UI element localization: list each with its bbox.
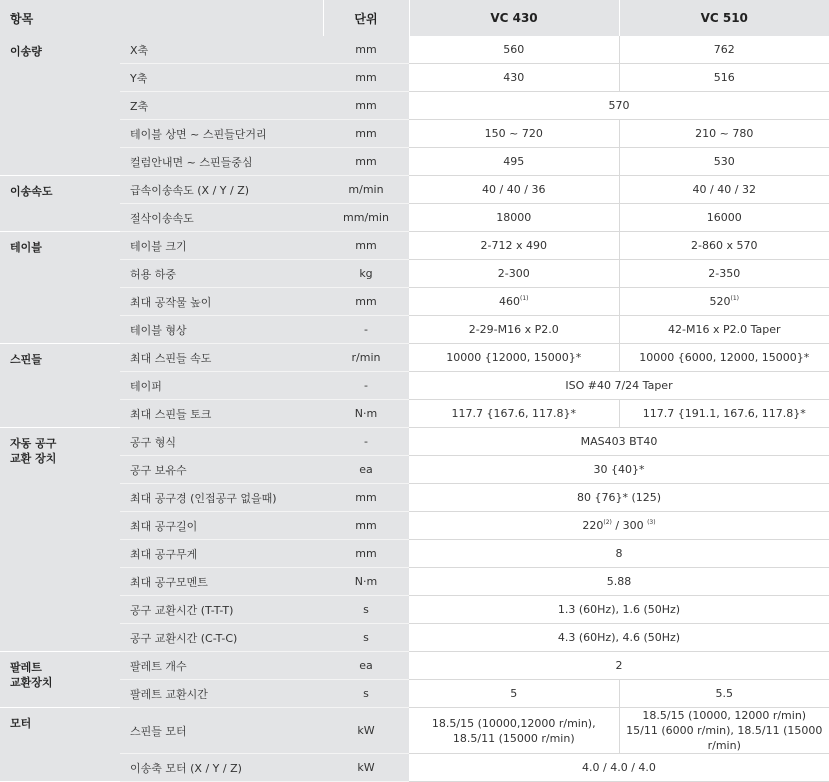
spec-unit: mm (323, 92, 409, 120)
table-row (0, 204, 829, 232)
table-row (0, 232, 829, 260)
table-row (0, 624, 829, 652)
footnote-mark: (3) (647, 519, 656, 526)
category-label: 이송량 (0, 36, 120, 176)
category-label: 테이블 (0, 232, 120, 344)
spec-unit: s (323, 624, 409, 652)
footnote-mark: (1) (730, 295, 739, 302)
table-row (0, 484, 829, 512)
value-shared: 570 (409, 92, 829, 120)
value-vc430: 40 / 40 / 36 (409, 176, 619, 204)
value-shared: 1.3 (60Hz), 1.6 (50Hz) (409, 596, 829, 624)
spec-unit: mm (323, 288, 409, 316)
spec-unit: mm (323, 484, 409, 512)
spec-name: 최대 공구길이 (120, 512, 323, 540)
value-vc510: 5.5 (619, 680, 829, 708)
value-shared: 80 {76}* (125) (409, 484, 829, 512)
value-vc430: 10000 {12000, 15000}* (409, 344, 619, 372)
table-row (0, 512, 829, 540)
value-vc430: 430 (409, 64, 619, 92)
value-vc510: 10000 {6000, 12000, 15000}* (619, 344, 829, 372)
table-row (0, 400, 829, 428)
value-vc430 (409, 288, 619, 316)
value-shared: 30 {40}* (409, 456, 829, 484)
value-vc430: 18000 (409, 204, 619, 232)
spec-unit: mm (323, 540, 409, 568)
table-row (0, 652, 829, 680)
table-row (0, 176, 829, 204)
spec-unit: - (323, 428, 409, 456)
spec-unit: - (323, 372, 409, 400)
table-row (0, 36, 829, 64)
spec-unit: ea (323, 456, 409, 484)
value-vc510: 16000 (619, 204, 829, 232)
value-vc430: 5 (409, 680, 619, 708)
category-label: 스핀들 (0, 344, 120, 428)
value-vc430: 150 ~ 720 (409, 120, 619, 148)
value-vc430: 18.5/15 (10000,12000 r/min), 18.5/11 (15000 r/min) (409, 708, 619, 754)
spec-name: 공구 형식 (120, 428, 323, 456)
table-row (0, 316, 829, 344)
header-model-vc430: VC 430 (409, 0, 619, 36)
value-vc430: 560 (409, 36, 619, 64)
table-row (0, 428, 829, 456)
table-row (0, 568, 829, 596)
spec-name: 테이블 크기 (120, 232, 323, 260)
value-vc510: 2-860 x 570 (619, 232, 829, 260)
spec-name: 이송축 모터 (X / Y / Z) (120, 754, 323, 782)
value-vc430: 117.7 {167.6, 117.8}* (409, 400, 619, 428)
table-row (0, 372, 829, 400)
value-shared: 5.88 (409, 568, 829, 596)
spec-name: Z축 (120, 92, 323, 120)
value-shared: 2 (409, 652, 829, 680)
spec-unit: kW (323, 754, 409, 782)
spec-name: X축 (120, 36, 323, 64)
spec-unit: s (323, 596, 409, 624)
value-vc430: 495 (409, 148, 619, 176)
spec-name: 급속이송속도 (X / Y / Z) (120, 176, 323, 204)
spec-name: 공구 보유수 (120, 456, 323, 484)
table-row (0, 260, 829, 288)
spec-unit: mm (323, 64, 409, 92)
value-vc510: 18.5/15 (10000, 12000 r/min) 15/11 (6000 r/min), 18.5/11 (15000 r/min) (619, 708, 829, 754)
value-vc430: 2-29-M16 x P2.0 (409, 316, 619, 344)
spec-name: 최대 스핀들 토크 (120, 400, 323, 428)
spec-unit: mm (323, 36, 409, 64)
value-shared: ISO #40 7/24 Taper (409, 372, 829, 400)
table-row (0, 92, 829, 120)
spec-name: 팔레트 교환시간 (120, 680, 323, 708)
table-row (0, 754, 829, 782)
spec-unit: - (323, 316, 409, 344)
spec-name: 허용 하중 (120, 260, 323, 288)
value-shared (409, 512, 829, 540)
spec-unit: m/min (323, 176, 409, 204)
spec-name: 최대 공구무게 (120, 540, 323, 568)
value-text: 460 (499, 295, 520, 308)
table-row (0, 540, 829, 568)
header-item: 항목 (0, 0, 323, 36)
spec-name: 절삭이송속도 (120, 204, 323, 232)
spec-unit: mm (323, 148, 409, 176)
value-vc510 (619, 288, 829, 316)
spec-unit: s (323, 680, 409, 708)
value-vc510: 2-350 (619, 260, 829, 288)
spec-name: 공구 교환시간 (C-T-C) (120, 624, 323, 652)
category-label: 모터 (0, 708, 120, 782)
header-model-vc510: VC 510 (619, 0, 829, 36)
spec-name: 테이블 형상 (120, 316, 323, 344)
spec-name: 최대 공작물 높이 (120, 288, 323, 316)
spec-name: 컬럼안내면 ~ 스핀들중심 (120, 148, 323, 176)
header-row (0, 0, 829, 36)
spec-unit: mm (323, 232, 409, 260)
table-row (0, 288, 829, 316)
spec-unit: ea (323, 652, 409, 680)
value-vc430: 2-300 (409, 260, 619, 288)
value-vc510: 42-M16 x P2.0 Taper (619, 316, 829, 344)
spec-name: 최대 공구모멘트 (120, 568, 323, 596)
spec-name: Y축 (120, 64, 323, 92)
category-label: 팔레트 교환장치 (0, 652, 120, 708)
value-vc510: 40 / 40 / 32 (619, 176, 829, 204)
table-row (0, 680, 829, 708)
table-row (0, 596, 829, 624)
table-row (0, 456, 829, 484)
spec-unit: mm/min (323, 204, 409, 232)
value-text: 220 (582, 519, 604, 532)
spec-unit: kW (323, 708, 409, 754)
value-shared: MAS403 BT40 (409, 428, 829, 456)
spec-unit: mm (323, 120, 409, 148)
value-vc510: 530 (619, 148, 829, 176)
spec-name: 팔레트 개수 (120, 652, 323, 680)
spec-name: 공구 교환시간 (T-T-T) (120, 596, 323, 624)
table-row (0, 64, 829, 92)
value-text: / 300 (611, 519, 648, 532)
table-row (0, 708, 829, 754)
value-shared: 8 (409, 540, 829, 568)
value-vc510: 516 (619, 64, 829, 92)
value-shared: 4.0 / 4.0 / 4.0 (409, 754, 829, 782)
table-row (0, 148, 829, 176)
value-vc430: 2-712 x 490 (409, 232, 619, 260)
value-text: 520 (709, 295, 731, 308)
spec-name: 최대 스핀들 속도 (120, 344, 323, 372)
header-unit: 단위 (323, 0, 409, 36)
value-vc510: 210 ~ 780 (619, 120, 829, 148)
value-vc510: 762 (619, 36, 829, 64)
spec-unit: r/min (323, 344, 409, 372)
spec-unit: kg (323, 260, 409, 288)
spec-name: 테이퍼 (120, 372, 323, 400)
footnote-mark: (1) (520, 295, 529, 302)
spec-name: 최대 공구경 (인접공구 없을때) (120, 484, 323, 512)
table-row (0, 120, 829, 148)
spec-name: 스핀들 모터 (120, 708, 323, 754)
category-label: 이송속도 (0, 176, 120, 232)
value-vc510: 117.7 {191.1, 167.6, 117.8}* (619, 400, 829, 428)
category-label: 자동 공구 교환 장치 (0, 428, 120, 652)
spec-unit: N·m (323, 400, 409, 428)
spec-unit: N·m (323, 568, 409, 596)
spec-unit: mm (323, 512, 409, 540)
footnote-mark: (2) (603, 519, 612, 526)
value-shared: 4.3 (60Hz), 4.6 (50Hz) (409, 624, 829, 652)
spec-name: 테이블 상면 ~ 스핀들단거리 (120, 120, 323, 148)
table-row (0, 344, 829, 372)
